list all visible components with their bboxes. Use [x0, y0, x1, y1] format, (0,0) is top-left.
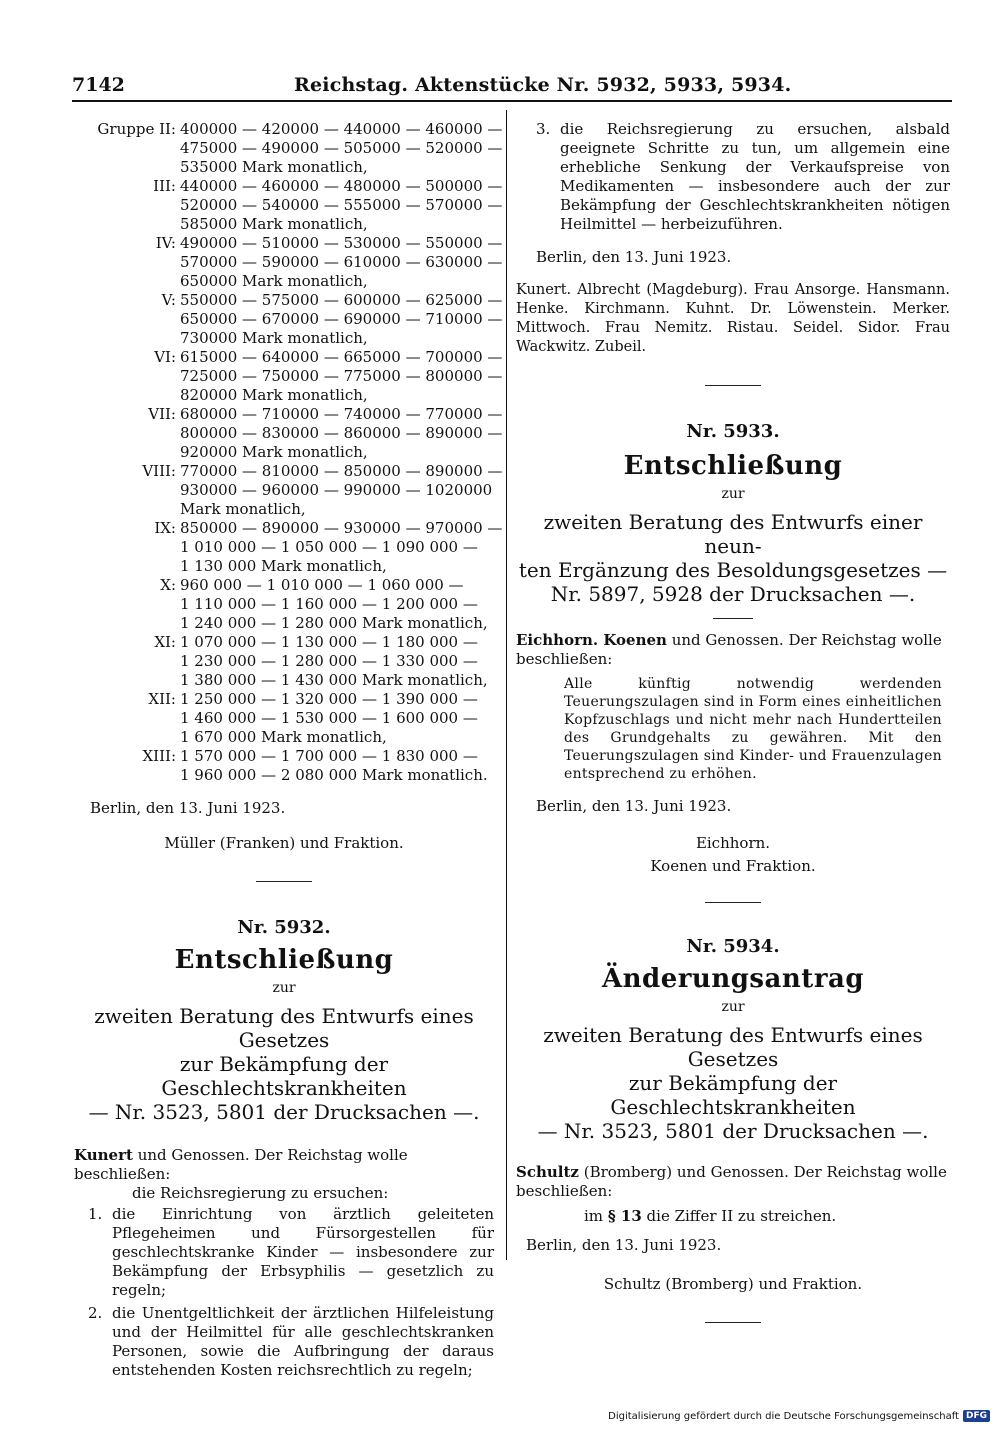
list-item-text: die Einrichtung von ärztlich geleiteten Pflegeheimen und Fürsorgestellen für geschlechtskranke Kinder — insbesondere zur Bekämpfung der Erbsyphilis — gesetzlich zu regeln;: [112, 1205, 494, 1299]
motion-intro-text: und Genossen. Der Reichstag wolle beschließen:: [516, 631, 942, 668]
salary-group-values: [180, 405, 502, 462]
list-item: [516, 120, 950, 234]
salary-group-label: VIII:: [142, 462, 176, 480]
running-title: Reichstag. Aktenstücke Nr. 5932, 5933, 5934.: [294, 74, 792, 96]
salary-line: 520000 — 540000 — 555000 — 570000 —: [180, 196, 503, 214]
salary-group: [74, 519, 503, 576]
salary-line: 1 070 000 — 1 130 000 — 1 180 000 —: [180, 633, 478, 651]
motion-post: die Ziffer II zu streichen.: [646, 1207, 837, 1225]
salary-line: 725000 — 750000 — 775000 — 800000 —: [180, 367, 503, 385]
salary-line: 1 130 000 Mark monatlich,: [180, 557, 387, 575]
signature: Koenen und Fraktion.: [650, 857, 816, 875]
salary-group-label: V:: [161, 291, 176, 309]
salary-group: [74, 747, 494, 785]
salary-line: 770000 — 810000 — 850000 — 890000 —: [180, 462, 503, 480]
date-line: Berlin, den 13. Juni 1923.: [536, 248, 732, 266]
salary-line: 730000 Mark monatlich,: [180, 329, 368, 347]
numbered-list: [74, 1205, 494, 1380]
salary-group: [74, 576, 494, 633]
signatories: Kunert. Albrecht (Magdeburg). Frau Ansorge. Hansmann. Henke. Kirchmann. Kuhnt. Dr. Löwenstein. Merker. Mittwoch. Frau Nemitz. Ristau. Seidel. Sidor. Frau Wackwitz. Zubeil.: [516, 282, 950, 355]
mover-name: Kunert: [74, 1146, 133, 1164]
motion-quote: Alle künftig notwendig werdenden Teuerungszulagen sind in Form eines einheitlichen Kopfzuschlags und nicht mehr nach Hundertteilen des Grundgehalts zu gewähren. Mit den Teuerungszulagen sind Kinder- und Frauenzulagen entsprechend zu erhöhen.: [564, 676, 942, 782]
signature: Eichhorn.: [695, 834, 771, 852]
salary-line: 800000 — 830000 — 860000 — 890000 —: [180, 424, 503, 442]
left-column: [74, 120, 503, 1380]
salary-line: 650000 — 670000 — 690000 — 710000 —: [180, 310, 503, 328]
salary-group-values: [180, 177, 502, 234]
motion-intro: [516, 1163, 950, 1201]
subject-line: zweiten Beratung des Entwurfs einer neun-: [543, 510, 923, 558]
salary-group: [74, 633, 494, 690]
salary-line: 1 960 000 — 2 080 000 Mark monatlich.: [180, 766, 488, 784]
subject-line: zweiten Beratung des Entwurfs eines Gesetzes: [94, 1004, 474, 1052]
motion-intro-text: (Bromberg) und Genossen. Der Reichstag wolle beschließen:: [516, 1163, 947, 1200]
salary-group: [74, 405, 503, 462]
subject-line: zur Bekämpfung der Geschlechtskrankheiten: [610, 1071, 856, 1119]
footer-text: Digitalisierung gefördert durch die Deutsche Forschungsgemeinschaft: [608, 1410, 959, 1422]
salary-group-values: [180, 291, 502, 348]
motion-intro: [74, 1146, 494, 1184]
salary-line: 1 230 000 — 1 280 000 — 1 330 000 —: [180, 652, 478, 670]
salary-group-label: III:: [153, 177, 176, 195]
doc-title: Änderungsantrag: [601, 964, 865, 994]
salary-group-label: VII:: [148, 405, 176, 423]
list-item-text: die Reichsregierung zu ersuchen, alsbald geeignete Schritte zu tun, um allgemein eine erhebliche Senkung der Verkaufspreise von Medikamenten — insbesondere auch der zur Bekämpfung der Geschlechtskrankheiten nötigen Heilmittel — herbeizuführen.: [560, 120, 950, 233]
salary-line: 535000 Mark monatlich,: [180, 158, 368, 176]
salary-group-values: [180, 633, 494, 690]
doc-zur: zur: [721, 486, 745, 502]
subject-line: zweiten Beratung des Entwurfs eines Gesetzes: [543, 1023, 923, 1071]
list-item: [88, 1304, 494, 1380]
mover-name: Schultz: [516, 1163, 579, 1181]
salary-group: [74, 291, 503, 348]
page-number: 7142: [72, 74, 125, 96]
motion-pre: im: [584, 1207, 604, 1225]
mover-name: Eichhorn. Koenen: [516, 631, 667, 649]
salary-line: 585000 Mark monatlich,: [180, 215, 368, 233]
salary-line: 1 670 000 Mark monatlich,: [180, 728, 387, 746]
list-item-number: 1.: [88, 1205, 103, 1223]
salary-line: 820000 Mark monatlich,: [180, 386, 368, 404]
list-item-number: 3.: [536, 120, 551, 138]
subject-line: — Nr. 3523, 5801 der Drucksachen —.: [88, 1100, 480, 1124]
motion-intro: [516, 631, 950, 669]
salary-line: 850000 — 890000 — 930000 — 970000 —: [180, 519, 503, 537]
salary-line: 490000 — 510000 — 530000 — 550000 —: [180, 234, 503, 252]
salary-line: 650000 Mark monatlich,: [180, 272, 368, 290]
salary-group-values: [180, 747, 494, 785]
salary-group-values: [180, 462, 502, 519]
doc-subject: [516, 1023, 950, 1143]
dfg-logo-icon: DFG: [963, 1410, 990, 1422]
list-item: [88, 1205, 494, 1300]
salary-group: [74, 462, 503, 519]
doc-subject: [516, 510, 950, 606]
salary-group-values: [180, 576, 494, 633]
salary-group: [74, 234, 503, 291]
salary-group: [74, 177, 503, 234]
subject-line: ten Ergänzung des Besoldungsgesetzes —: [518, 558, 948, 582]
doc-number: Nr. 5933.: [686, 421, 780, 442]
doc-number: Nr. 5932.: [237, 917, 331, 938]
page-header: [72, 72, 952, 102]
salary-line: 475000 — 490000 — 505000 — 520000 —: [180, 139, 503, 157]
date-line: Berlin, den 13. Juni 1923.: [536, 797, 732, 815]
salary-group-label: XIII:: [142, 747, 176, 765]
salary-group-values: [180, 690, 494, 747]
motion-paragraph: § 13: [607, 1207, 642, 1225]
salary-group: [74, 348, 503, 405]
salary-group-label: Gruppe II:: [97, 120, 176, 138]
salary-line: 1 250 000 — 1 320 000 — 1 390 000 —: [180, 690, 478, 708]
salary-group-values: [180, 348, 502, 405]
motion-text: [516, 1207, 950, 1226]
salary-group: [74, 120, 503, 177]
date-line: Berlin, den 13. Juni 1923.: [90, 799, 286, 817]
salary-line: 1 380 000 — 1 430 000 Mark monatlich,: [180, 671, 488, 689]
salary-line: 615000 — 640000 — 665000 — 700000 —: [180, 348, 503, 366]
doc-title: Entschließung: [623, 451, 843, 481]
section-divider: [713, 618, 753, 619]
salary-group-label: IX:: [154, 519, 176, 537]
salary-line: 1 570 000 — 1 700 000 — 1 830 000 —: [180, 747, 478, 765]
salary-line: 960 000 — 1 010 000 — 1 060 000 —: [180, 576, 464, 594]
salary-group-label: X:: [160, 576, 176, 594]
list-item-text: die Unentgeltlichkeit der ärztlichen Hilfeleistung und der Heilmittel für alle geschlechtskranken Personen, sowie die Aufbringung der daraus entstehenden Kosten reichsrechtlich zu regeln;: [112, 1304, 494, 1379]
signature: Müller (Franken) und Fraktion.: [164, 834, 404, 852]
request-line: die Reichsregierung zu ersuchen:: [132, 1184, 389, 1202]
motion-intro-text: und Genossen. Der Reichstag wolle beschließen:: [74, 1146, 408, 1183]
column-divider: [506, 110, 507, 1260]
section-divider: [705, 1322, 761, 1323]
digitization-footer: [600, 1408, 990, 1424]
salary-line: 440000 — 460000 — 480000 — 500000 —: [180, 177, 503, 195]
subject-line: — Nr. 3523, 5801 der Drucksachen —.: [537, 1119, 929, 1143]
salary-line: 400000 — 420000 — 440000 — 460000 —: [180, 120, 503, 138]
date-line: Berlin, den 13. Juni 1923.: [526, 1236, 722, 1254]
salary-group: [74, 690, 494, 747]
section-divider: [256, 881, 312, 882]
signature: Schultz (Bromberg) und Fraktion.: [603, 1275, 863, 1293]
salary-line: 920000 Mark monatlich,: [180, 443, 368, 461]
salary-group-values: [180, 120, 502, 177]
section-divider: [705, 902, 761, 903]
doc-zur: zur: [272, 980, 296, 996]
subject-line: Nr. 5897, 5928 der Drucksachen —.: [550, 582, 916, 606]
salary-line: 550000 — 575000 — 600000 — 625000 —: [180, 291, 503, 309]
doc-title: Entschließung: [174, 945, 394, 975]
salary-line: Mark monatlich,: [180, 500, 306, 518]
salary-group-label: IV:: [155, 234, 176, 252]
salary-groups: [74, 120, 503, 785]
salary-group-label: XII:: [148, 690, 176, 708]
list-item-number: 2.: [88, 1304, 103, 1322]
salary-line: 1 110 000 — 1 160 000 — 1 200 000 —: [180, 595, 478, 613]
salary-group-values: [180, 519, 502, 576]
salary-line: 570000 — 590000 — 610000 — 630000 —: [180, 253, 503, 271]
salary-line: 930000 — 960000 — 990000 — 1020000: [180, 481, 493, 499]
right-column: [516, 120, 950, 1323]
salary-line: 1 460 000 — 1 530 000 — 1 600 000 —: [180, 709, 478, 727]
salary-group-values: [180, 234, 502, 291]
section-divider: [705, 385, 761, 386]
subject-line: zur Bekämpfung der Geschlechtskrankheiten: [161, 1052, 407, 1100]
doc-number: Nr. 5934.: [686, 936, 780, 957]
doc-subject: [74, 1004, 494, 1124]
doc-zur: zur: [721, 999, 745, 1015]
salary-line: 1 240 000 — 1 280 000 Mark monatlich,: [180, 614, 488, 632]
salary-line: 680000 — 710000 — 740000 — 770000 —: [180, 405, 503, 423]
salary-group-label: VI:: [154, 348, 176, 366]
salary-line: 1 010 000 — 1 050 000 — 1 090 000 —: [180, 538, 478, 556]
salary-group-label: XI:: [154, 633, 176, 651]
